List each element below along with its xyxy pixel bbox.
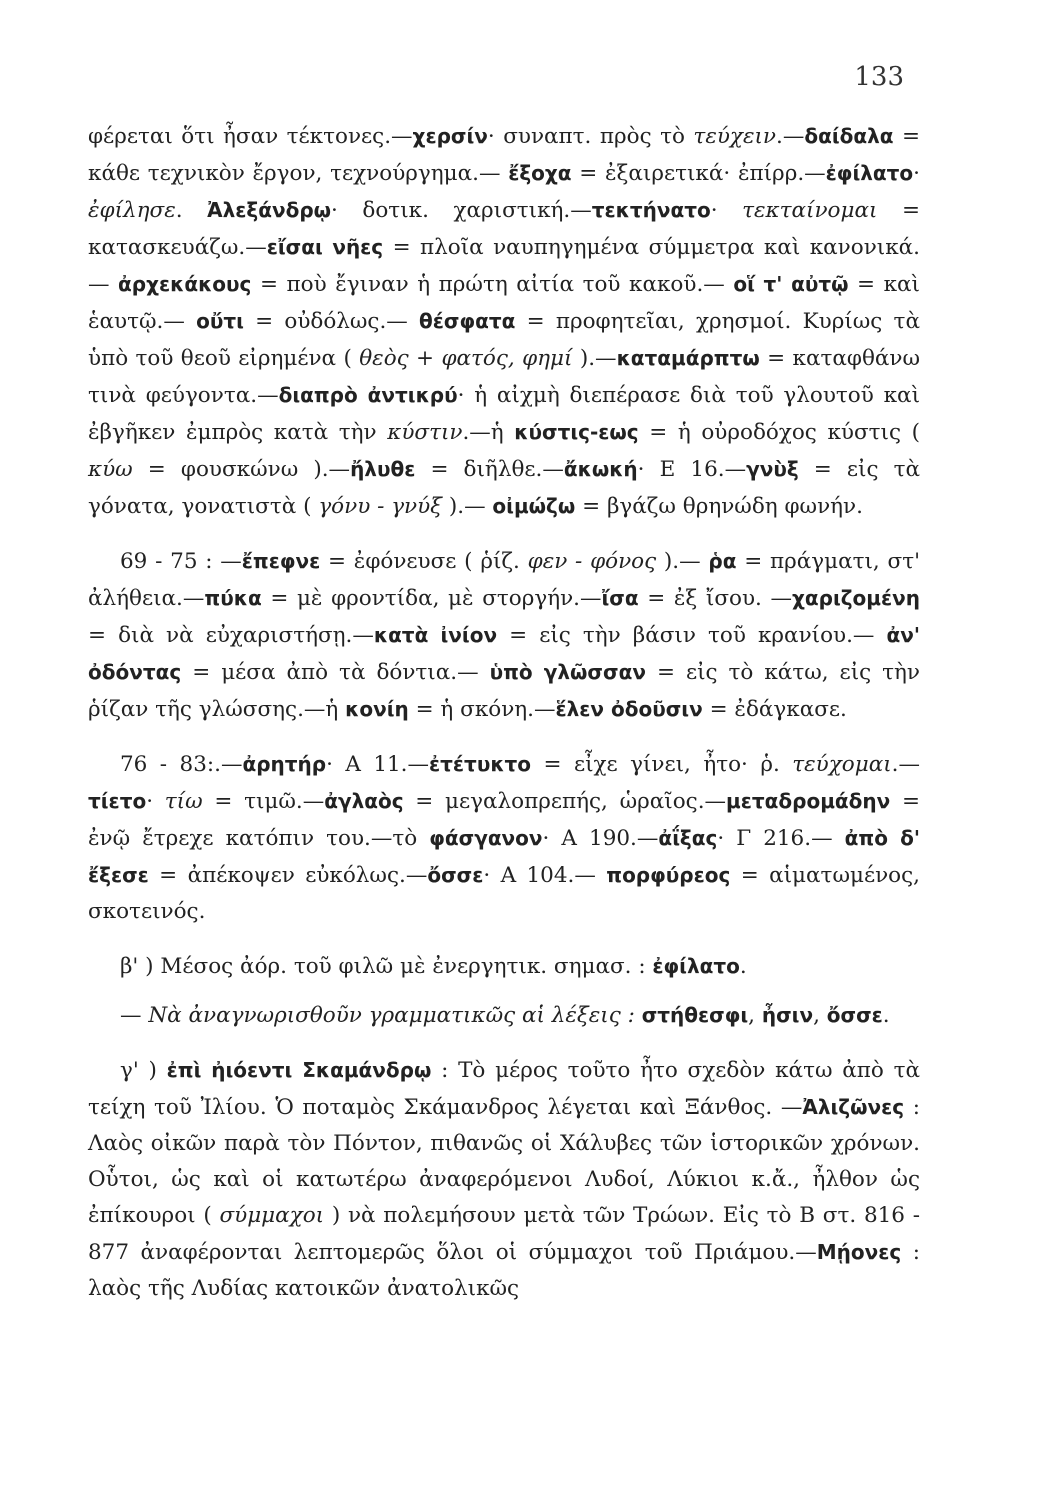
headword: ἐτέτυκτο: [429, 752, 532, 776]
text-run: = μὲ φροντίδα, μὲ στοργήν.—: [261, 586, 602, 611]
text-run: ·: [913, 161, 920, 186]
headword: θέσφατα: [419, 309, 516, 333]
headword: ὄσσε: [427, 863, 484, 887]
italic-text: Νὰ ἀναγνωρισθοῦν γραμματικῶς αἱ λέξεις :: [148, 1003, 635, 1028]
text-run: ) νὰ πολεμήσουν μετὰ τῶν Τρώων. Εἰς τὸ Β στ. 816 - 877 ἀναφέρονται λεπτομερῶς ὅλοι οἱ σύμμαχοι τοῦ Πριάμου.—: [88, 1203, 920, 1265]
paragraph-2: [88, 543, 920, 728]
headword: ἔπεφνε: [241, 549, 321, 573]
text-run: · Α 190.—: [542, 826, 659, 851]
headword: ῥα: [708, 549, 737, 573]
headword: ὄσσε: [826, 1003, 883, 1027]
headword: τίετο: [88, 789, 147, 813]
headword: ἀγλαὸς: [324, 789, 404, 813]
headword: μεταδρομάδην: [726, 789, 891, 813]
text-run: · ἡ αἰχμὴ διεπέρασε διὰ τοῦ γλουτοῦ καὶ ἐβγῆκεν ἐμπρὸς κατὰ τὴν: [88, 383, 920, 445]
text-run: ).—: [572, 346, 617, 371]
text-run: · Ε 16.—: [637, 457, 747, 482]
headword: ἐφίλατο: [825, 161, 914, 185]
italic-text: τεύχειν: [693, 124, 776, 149]
italic-text: σύμμαχοι: [219, 1203, 325, 1228]
paragraph-4: [88, 948, 920, 985]
text-run: .: [175, 198, 208, 223]
headword: χερσίν: [412, 124, 488, 148]
text-run: = διῆλθε.—: [415, 457, 564, 482]
text-run: : λαὸς τῆς Λυδίας κατοικῶν ἀνατολικῶς: [88, 1240, 921, 1301]
headword: στήθεσφι: [641, 1003, 749, 1027]
text-run: · Α 11.—: [326, 752, 430, 777]
paragraph-1: [88, 118, 920, 525]
text-run: = ἀπέκοψεν εὐκόλως.—: [148, 863, 428, 888]
text-run: = ἐξαιρετικά· ἐπίρρ.—: [571, 161, 826, 186]
text-run: · δοτικ. χαριστική.—: [331, 198, 592, 223]
headword: χαριζομένη: [791, 586, 921, 610]
headword: τεκτήνατο: [591, 198, 711, 222]
text-run: = καὶ ἑαυτῷ.—: [88, 272, 920, 334]
paragraph-6: [88, 1052, 920, 1307]
headword: ἴσα: [601, 586, 639, 610]
italic-text: ἐφίλησε: [88, 198, 176, 223]
italic-text: τεύχομαι: [792, 752, 892, 777]
text-run: = πράγματι, στ' ἀλήθεια.—: [88, 549, 921, 611]
italic-text: φεν - φόνος: [527, 549, 657, 574]
italic-text: γόνυ - γνύξ: [318, 494, 443, 519]
text-run: = ἐδάγκασε.: [702, 697, 847, 722]
text-run: ,: [748, 1003, 762, 1028]
headword: δαίδαλα: [804, 124, 894, 148]
headword: ἦσιν: [761, 1003, 814, 1027]
headword: ἀρητήρ: [242, 752, 327, 776]
text-run: = φουσκώνω ).—: [132, 457, 351, 482]
italic-text: τίω: [164, 789, 203, 814]
text-run: = πλοῖα ναυπηγημένα σύμμετρα καὶ κανονικά.—: [88, 235, 920, 297]
text-run: ).—: [442, 494, 493, 519]
headword: ἐπὶ ἠιόεντι Σκαμάνδρῳ: [166, 1058, 432, 1082]
text-run: = αἱματωμένος, σκοτεινός.: [88, 863, 920, 924]
headword: διαπρὸ ἀντικρύ: [278, 383, 458, 407]
text-run: [635, 1003, 642, 1028]
text-run: : Λαὸς οἰκῶν παρὰ τὸν Πόντον, πιθανῶς οἱ Χάλυβες τῶν ἱστορικῶν χρόνων. Οὗτοι, ὡς καὶ οἱ κατωτέρω ἀναφερόμενοι Λυδοί, Λύκιοι κ.ἄ., ἦλθον ὡς ἐπίκουροι (: [88, 1095, 920, 1228]
text-run: .—: [776, 124, 805, 149]
text-run: = ἐνῷ ἔτρεχε κατόπιν του.—τὸ: [88, 789, 920, 851]
italic-text: κύω: [88, 457, 133, 482]
text-run: ,: [813, 1003, 827, 1028]
headword: πορφύρεος: [606, 863, 731, 887]
page-number: 133: [854, 62, 904, 92]
headword: Ἀλιζῶνες: [802, 1095, 905, 1119]
headword: κονίη: [345, 697, 409, 721]
headword: ἄκωκή: [563, 457, 638, 481]
headword: Ἀλεξάνδρῳ: [207, 198, 332, 222]
text-run: 69 - 75 : —: [120, 549, 242, 574]
text-run: = ἐφόνευσε ( ῥίζ.: [320, 549, 528, 574]
headword: ὑπὸ γλῶσσαν: [489, 660, 646, 684]
text-run: —: [120, 1003, 149, 1028]
headword: καταμάρπτω: [616, 346, 760, 370]
text-run: = εἰς τὸ κάτω, εἰς τὴν ῥίζαν τῆς γλώσσης.—ἡ: [88, 660, 921, 722]
headword: ἀΐξας: [658, 826, 718, 850]
text-run: .: [739, 954, 747, 979]
headword: οἵ τ' αὐτῷ: [733, 272, 849, 296]
headword: ἀρχεκάκους: [118, 272, 252, 296]
text-run: .: [882, 1003, 890, 1028]
headword: ἐφίλατο: [652, 954, 740, 978]
text-run: = διὰ νὰ εὐχαριστήσῃ.—: [88, 623, 374, 648]
headword: φάσγανον: [429, 826, 543, 850]
text-run: = τιμῶ.—: [202, 789, 325, 814]
text-run: = ἡ σκόνη.—: [408, 697, 556, 722]
headword: Μῄονες: [816, 1240, 902, 1264]
headword: πύκα: [204, 586, 262, 610]
text-run: 76 - 83:.—: [120, 752, 243, 777]
text-run: .—ἡ: [462, 420, 515, 445]
text-run: φέρεται ὅτι ἦσαν τέκτονες.—: [88, 124, 413, 149]
text-run: γ' ): [120, 1058, 167, 1083]
text-run: · Γ 216.—: [717, 826, 845, 851]
text-run: ·: [146, 789, 165, 814]
text-run: · συναπτ. πρὸς τὸ: [487, 124, 694, 149]
headword: ἕλεν ὀδοῦσιν: [555, 697, 703, 721]
italic-text: κύστιν: [387, 420, 463, 445]
paragraph-5: [88, 997, 920, 1034]
headword: κύστις-εως: [514, 420, 639, 444]
italic-text: θεὸς + φατός, φημί: [359, 346, 573, 371]
text-run: ).—: [656, 549, 709, 574]
headword: οὔτι: [196, 309, 244, 333]
headword: κατὰ ἰνίον: [373, 623, 498, 647]
text-run: β' ) Μέσος ἀόρ. τοῦ φιλῶ μὲ ἐνεργητικ. σημασ. :: [120, 954, 653, 979]
headword: ἀπὸ δ' ἔξεσε: [88, 826, 920, 887]
text-run: = ποὺ ἔγιναν ἡ πρώτη αἰτία τοῦ κακοῦ.—: [251, 272, 734, 297]
headword: ἀν' ὀδόντας: [88, 623, 920, 684]
headword: εἴσαι νῆες: [266, 235, 384, 259]
body-text: [88, 118, 920, 1307]
text-run: = εἰς τὰ γόνατα, γονατιστὰ (: [88, 457, 921, 519]
text-run: = μεγαλοπρεπής, ὡραῖος.—: [403, 789, 727, 814]
text-run: : Τὸ μέρος τοῦτο ἦτο σχεδὸν κάτω ἀπὸ τὰ τείχη τοῦ Ἰλίου. Ὁ ποταμὸς Σκάμανδρος λέγεται καὶ Ξάνθος. —: [88, 1058, 920, 1120]
text-run: = ἡ οὐροδόχος κύστις (: [638, 420, 920, 445]
headword: ἔξοχα: [508, 161, 572, 185]
paragraph-3: [88, 746, 920, 930]
text-run: · Α 104.—: [483, 863, 607, 888]
text-run: = ἐξ ἴσου. —: [638, 586, 792, 611]
headword: οἰμώζω: [492, 494, 576, 518]
text-run: = προφητεῖαι, χρησμοί. Κυρίως τὰ ὑπὸ τοῦ θεοῦ εἰρημένα (: [88, 309, 920, 371]
text-run: = οὐδόλως.—: [243, 309, 420, 334]
headword: ἤλυθε: [350, 457, 416, 481]
text-run: = κατασκευάζω.—: [88, 198, 920, 260]
text-run: = εἰς τὴν βάσιν τοῦ κρανίου.—: [497, 623, 887, 648]
text-run: .—: [891, 752, 920, 777]
text-run: = εἶχε γίνει, ἦτο· ῥ.: [531, 752, 793, 777]
text-run: = καταφθάνω τινὰ φεύγοντα.—: [88, 346, 921, 408]
text-run: = κάθε τεχνικὸν ἔργον, τεχνούργημα.—: [88, 124, 920, 186]
headword: γνὺξ: [746, 457, 799, 481]
text-run: ·: [710, 198, 743, 223]
text-run: = βγάζω θρηνώδη φωνήν.: [575, 494, 863, 519]
text-run: = μέσα ἀπὸ τὰ δόντια.—: [181, 660, 490, 685]
italic-text: τεκταίνομαι: [742, 198, 878, 223]
